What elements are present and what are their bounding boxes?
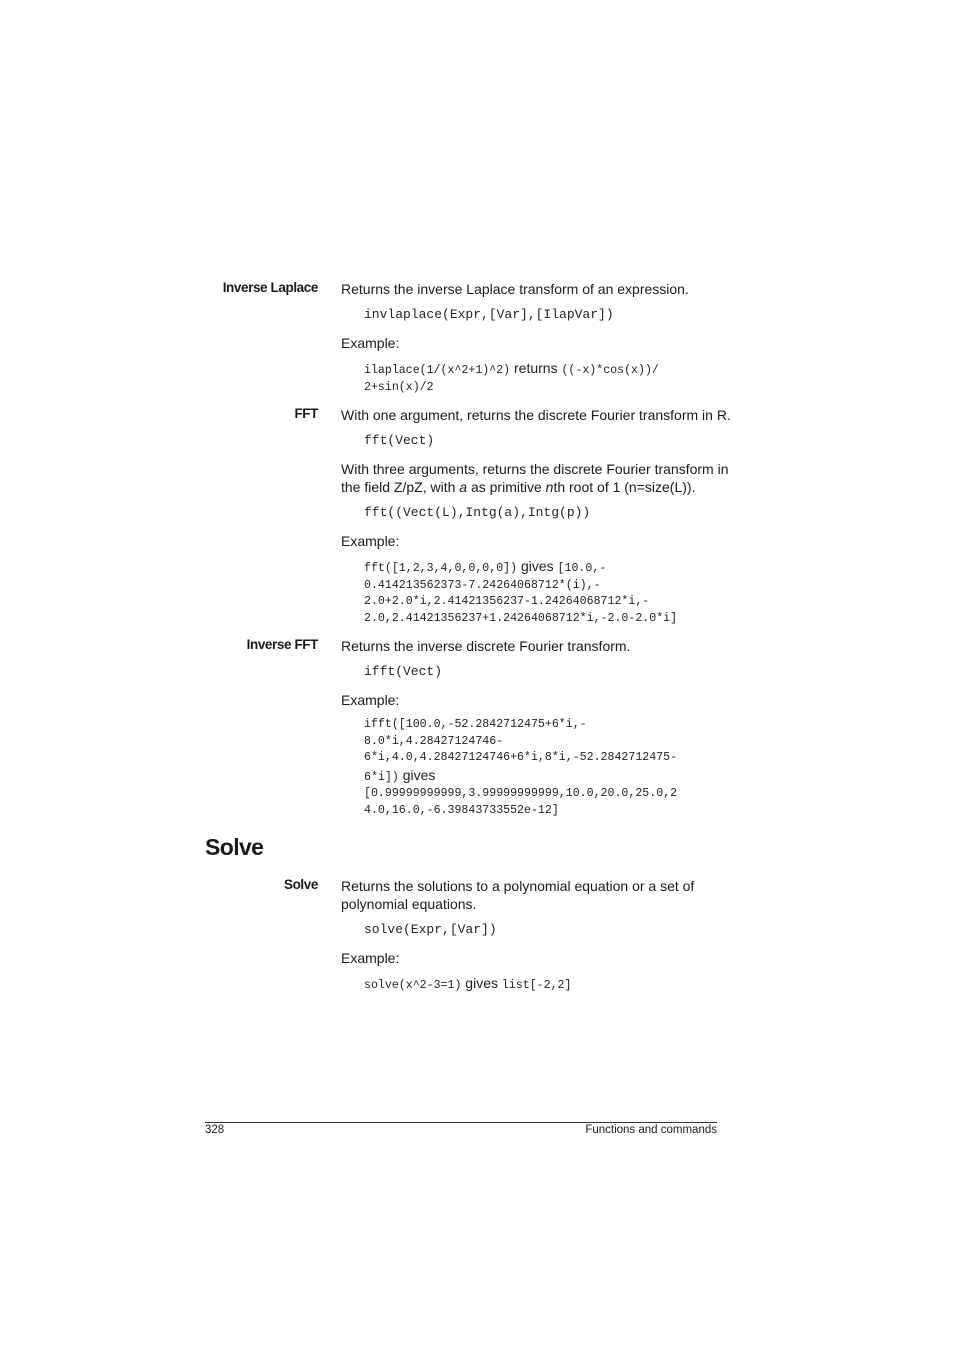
- example-connector: gives: [520, 558, 554, 574]
- description: With one argument, returns the discrete Fourier transform in R.: [341, 407, 731, 423]
- syntax: fft(Vect): [364, 433, 435, 448]
- term-label: Inverse Laplace: [222, 280, 318, 295]
- example-code-line: ifft([100.0,-52.2842712475+6*i,-: [364, 718, 587, 731]
- description: Returns the inverse Laplace transform of an expression.: [341, 281, 689, 297]
- footer-rule: [205, 1122, 717, 1123]
- example-code-line: 8.0*i,4.28427124746-: [364, 734, 504, 748]
- chapter-title: Functions and commands: [585, 1124, 717, 1136]
- term-label: FFT: [294, 406, 318, 421]
- example-result: list[-2,2]: [501, 979, 572, 992]
- syntax: fft((Vect(L),Intg(a),Intg(p)): [364, 505, 591, 520]
- example-result: ((-x)*cos(x))/: [561, 364, 659, 377]
- example-label: Example:: [341, 335, 400, 351]
- example-label: Example:: [341, 950, 400, 966]
- description-line: the field Z/pZ, with a as primitive nth root of 1 (n=size(L)).: [341, 479, 696, 495]
- example-label: Example:: [341, 533, 400, 549]
- entry-body: [341, 637, 721, 819]
- example-connector: gives: [402, 766, 436, 783]
- syntax: ifft(Vect): [364, 664, 443, 679]
- example-code-line: 6*i,4.0,4.28427124746+6*i,8*i,-52.2842712475-: [364, 751, 678, 764]
- example-connector: returns: [514, 360, 558, 376]
- example-code: solve(x^2-3=1): [364, 979, 462, 992]
- example-result-line: 2.0+2.0*i,2.41421356237-1.24264068712*i,-: [364, 595, 650, 608]
- term-label: Inverse FFT: [246, 637, 318, 652]
- section-heading: Solve: [205, 834, 264, 860]
- example-label: Example:: [341, 692, 400, 708]
- example-result: [10.0,-: [557, 562, 607, 575]
- example-result-line: 4.0,16.0,-6.39843733552e-12]: [364, 803, 559, 817]
- example: [341, 558, 721, 627]
- syntax: solve(Expr,[Var]): [364, 922, 497, 937]
- syntax: invlaplace(Expr,[Var],[IlapVar]): [364, 307, 614, 322]
- entry-body: [341, 280, 721, 396]
- example-result-line: [0.99999999999,3.99999999999,10.0,20.0,25.0,2: [364, 787, 678, 800]
- example-code: 6*i]): [364, 770, 399, 784]
- example-code: fft([1,2,3,4,0,0,0,0]): [364, 562, 518, 575]
- page-number: 328: [205, 1124, 225, 1136]
- description: Returns the inverse discrete Fourier transform.: [341, 638, 631, 654]
- example-connector: gives: [465, 975, 498, 991]
- entry-body: [341, 877, 721, 995]
- variable-n: n: [545, 479, 554, 495]
- example: [341, 717, 721, 819]
- example-result-line: 2.0,2.41421356237+1.24264068712*i,-2.0-2.0*i]: [364, 611, 678, 625]
- variable-a: a: [459, 479, 468, 495]
- example: [341, 360, 721, 396]
- term-label: Solve: [283, 877, 318, 892]
- description-line: polynomial equations.: [341, 896, 477, 912]
- description-line: Returns the solutions to a polynomial equation or a set of: [341, 878, 695, 894]
- description-line: With three arguments, returns the discrete Fourier transform in: [341, 461, 729, 477]
- example-result-line: 2+sin(x)/2: [364, 380, 434, 394]
- entry-body: [341, 406, 731, 627]
- example-result-line: 0.414213562373-7.24264068712*(i),-: [364, 578, 601, 592]
- example-code: ilaplace(1/(x^2+1)^2): [364, 364, 511, 377]
- example: [341, 975, 721, 995]
